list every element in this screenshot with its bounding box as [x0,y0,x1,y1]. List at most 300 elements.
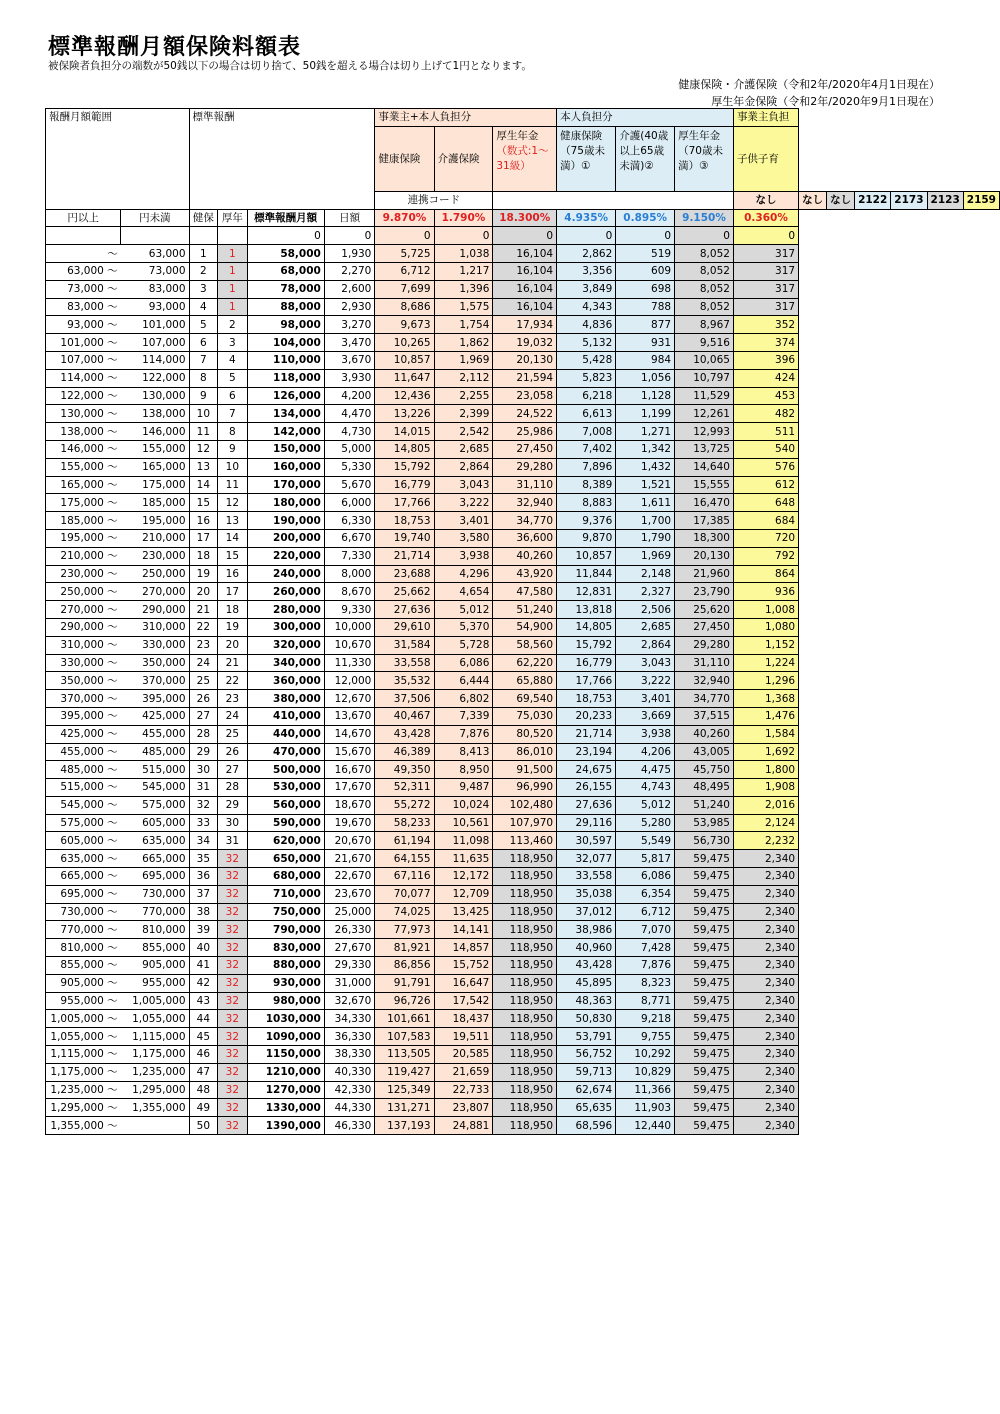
pension-total-cell: 36,600 [493,529,557,547]
range-to-cell: 138,000 [121,405,189,423]
self-care-cell: 1,790 [616,529,675,547]
self-health-cell: 27,636 [557,796,616,814]
child-cell: 2,016 [733,796,798,814]
std-monthly-cell: 620,000 [247,832,324,850]
std-monthly-cell: 160,000 [247,458,324,476]
health-total-cell: 86,856 [375,957,434,975]
grade-health-label: 健保 [189,209,218,227]
code-health: なし [733,191,798,209]
self-care-cell: 1,611 [616,494,675,512]
range-tilde: ～ [103,817,118,830]
self-pension-cell: 8,967 [675,316,734,334]
self-health-cell: 10,857 [557,547,616,565]
pension-total-cell: 118,950 [493,1117,557,1135]
pension-total-cell: 118,950 [493,1028,557,1046]
std-monthly-cell: 880,000 [247,957,324,975]
self-health-cell: 53,791 [557,1028,616,1046]
range-tilde: ～ [103,336,118,349]
range-from-cell: 1,115,000 ～ [46,1046,121,1064]
daily-cell: 3,470 [324,334,375,352]
table-row [46,832,1000,850]
self-health-cell: 21,714 [557,725,616,743]
health-total-cell: 18,753 [375,512,434,530]
health-total-cell: 91,791 [375,974,434,992]
health-total-cell: 14,805 [375,440,434,458]
child-cell: 792 [733,547,798,565]
code-self-health: 2122 [855,191,891,209]
rate-self-care: 0.895% [616,209,675,227]
page-title: 標準報酬月額保険料額表 [48,35,302,60]
range-tilde: ～ [103,514,118,527]
daily-cell: 3,270 [324,316,375,334]
child-cell: 317 [733,262,798,280]
table-row [46,974,1000,992]
self-health-cell: 50,830 [557,1010,616,1028]
child-cell: 317 [733,298,798,316]
std-monthly-cell: 470,000 [247,743,324,761]
range-from-cell: 730,000 ～ [46,903,121,921]
std-monthly-cell: 150,000 [247,440,324,458]
care-total-cell: 12,709 [434,885,493,903]
daily-cell: 38,330 [324,1046,375,1064]
range-to-cell: 905,000 [121,957,189,975]
std-monthly-cell: 560,000 [247,796,324,814]
std-monthly-cell: 1330,000 [247,1099,324,1117]
code-child: 2159 [963,191,999,209]
daily-cell: 3,930 [324,369,375,387]
daily-cell: 8,670 [324,583,375,601]
child-cell: 1,800 [733,761,798,779]
self-health-cell: 18,753 [557,690,616,708]
grade-health-cell: 21 [189,601,218,619]
grade-pension-cell: 32 [218,957,247,975]
child-cell: 396 [733,351,798,369]
range-from-cell: 905,000 ～ [46,974,121,992]
header-self-health: 健康保険（75歳未満）① [557,126,616,191]
range-tilde: ～ [103,354,118,367]
table-row [46,1099,1000,1117]
range-tilde: ～ [103,959,118,972]
self-care-cell: 2,506 [616,601,675,619]
pension-total-cell: 118,950 [493,957,557,975]
grade-health-cell: 30 [189,761,218,779]
pension-total-cell: 118,950 [493,1010,557,1028]
grade-health-cell: 4 [189,298,218,316]
rate-self-health: 4.935% [557,209,616,227]
self-care-cell: 984 [616,351,675,369]
self-care-cell: 5,012 [616,796,675,814]
grade-health-cell: 42 [189,974,218,992]
range-from-cell: 138,000 ～ [46,423,121,441]
health-total-cell: 96,726 [375,992,434,1010]
rate-child: 0.360% [733,209,798,227]
range-tilde: ～ [103,532,118,545]
health-total-cell: 23,688 [375,565,434,583]
care-total-cell: 1,575 [434,298,493,316]
care-total-cell: 1,862 [434,334,493,352]
grade-pension-cell: 20 [218,636,247,654]
self-health-cell: 2,862 [557,245,616,263]
daily-cell: 14,670 [324,725,375,743]
table-row [46,262,1000,280]
health-total-cell: 74,025 [375,903,434,921]
daily-cell: 34,330 [324,1010,375,1028]
self-pension-cell: 10,065 [675,351,734,369]
std-monthly-cell: 240,000 [247,565,324,583]
child-cell: 2,340 [733,1010,798,1028]
grade-health-cell: 6 [189,334,218,352]
self-care-cell: 2,685 [616,618,675,636]
code-care: なし [799,191,827,209]
range-from-cell: 63,000 ～ [46,262,121,280]
self-care-cell: 8,323 [616,974,675,992]
zero-cell: 0 [247,227,324,245]
health-total-cell: 37,506 [375,690,434,708]
daily-cell: 29,330 [324,957,375,975]
table-row [46,387,1000,405]
header-self-pension: 厚生年金（70歳未満）③ [675,126,734,191]
self-care-cell: 3,938 [616,725,675,743]
pension-total-cell: 91,500 [493,761,557,779]
code-self-care: 2173 [891,191,927,209]
grade-health-cell: 40 [189,939,218,957]
child-cell: 2,340 [733,1081,798,1099]
child-cell: 1,296 [733,672,798,690]
std-monthly-cell: 710,000 [247,885,324,903]
child-cell: 2,340 [733,957,798,975]
self-pension-cell: 8,052 [675,245,734,263]
range-tilde: ～ [103,461,118,474]
pension-total-cell: 118,950 [493,885,557,903]
grade-health-cell: 48 [189,1081,218,1099]
care-total-cell: 4,654 [434,583,493,601]
range-tilde: ～ [103,283,118,296]
self-pension-cell: 37,515 [675,707,734,725]
premium-table [45,108,1000,1135]
range-tilde: ～ [103,1084,118,1097]
range-to-cell: 175,000 [121,476,189,494]
range-to-cell: 635,000 [121,832,189,850]
self-health-cell: 23,194 [557,743,616,761]
health-total-cell: 6,712 [375,262,434,280]
grade-health-cell: 34 [189,832,218,850]
grade-health-cell: 15 [189,494,218,512]
self-care-cell: 1,969 [616,547,675,565]
range-from-cell: 1,005,000 ～ [46,1010,121,1028]
std-monthly-cell: 88,000 [247,298,324,316]
range-to-cell: 695,000 [121,868,189,886]
range-tilde: ～ [103,1119,118,1132]
std-monthly-cell: 280,000 [247,601,324,619]
range-to-cell: 330,000 [121,636,189,654]
grade-pension-cell: 5 [218,369,247,387]
self-pension-cell: 25,620 [675,601,734,619]
header-employer-share: 事業主負担 [733,109,798,127]
range-tilde: ～ [103,710,118,723]
table-row [46,494,1000,512]
range-tilde: ～ [103,995,118,1008]
range-tilde: ～ [103,1101,118,1114]
self-pension-cell: 23,790 [675,583,734,601]
std-monthly-cell: 78,000 [247,280,324,298]
table-row [46,405,1000,423]
self-health-cell: 59,713 [557,1063,616,1081]
grade-pension-cell: 32 [218,1081,247,1099]
health-total-cell: 14,015 [375,423,434,441]
grade-health-cell: 45 [189,1028,218,1046]
table-row [46,316,1000,334]
self-care-cell: 1,199 [616,405,675,423]
range-from-cell: 455,000 ～ [46,743,121,761]
child-cell: 1,224 [733,654,798,672]
self-pension-cell: 31,110 [675,654,734,672]
grade-health-cell: 3 [189,280,218,298]
range-tilde: ～ [103,389,118,402]
grade-pension-cell: 13 [218,512,247,530]
daily-cell: 22,670 [324,868,375,886]
std-monthly-cell: 142,000 [247,423,324,441]
care-total-cell: 15,752 [434,957,493,975]
self-pension-cell: 20,130 [675,547,734,565]
pension-total-cell: 118,950 [493,1099,557,1117]
table-row [46,423,1000,441]
grade-health-cell: 28 [189,725,218,743]
pension-total-cell: 29,280 [493,458,557,476]
daily-cell: 17,670 [324,779,375,797]
self-pension-cell: 59,475 [675,1046,734,1064]
std-monthly-label: 標準報酬月額 [247,209,324,227]
pension-total-cell: 113,460 [493,832,557,850]
range-to-cell: 1,355,000 [121,1099,189,1117]
grade-pension-cell: 15 [218,547,247,565]
self-health-cell: 4,343 [557,298,616,316]
zero-cell: 0 [434,227,493,245]
child-cell: 576 [733,458,798,476]
range-to-cell: 810,000 [121,921,189,939]
care-total-cell: 14,857 [434,939,493,957]
health-total-cell: 10,857 [375,351,434,369]
self-health-cell: 5,428 [557,351,616,369]
self-care-cell: 519 [616,245,675,263]
pension-total-cell: 25,986 [493,423,557,441]
header-pension-formula: （数式:1～31級） [496,144,549,172]
range-to-cell [121,1117,189,1135]
pension-total-cell: 118,950 [493,850,557,868]
table-row [46,814,1000,832]
pension-total-cell: 23,058 [493,387,557,405]
self-pension-cell: 59,475 [675,974,734,992]
range-from-cell: 290,000 ～ [46,618,121,636]
self-health-cell: 33,558 [557,868,616,886]
self-pension-cell: 21,960 [675,565,734,583]
grade-health-cell: 8 [189,369,218,387]
self-health-cell: 40,960 [557,939,616,957]
range-from-cell: 195,000 ～ [46,529,121,547]
range-to-cell: 130,000 [121,387,189,405]
grade-pension-cell: 32 [218,1063,247,1081]
grade-pension-cell: 32 [218,1099,247,1117]
health-total-cell: 67,116 [375,868,434,886]
std-monthly-cell: 790,000 [247,921,324,939]
health-total-cell: 10,265 [375,334,434,352]
self-health-cell: 65,635 [557,1099,616,1117]
care-total-cell: 3,401 [434,512,493,530]
care-total-cell: 3,043 [434,476,493,494]
grade-pension-cell: 17 [218,583,247,601]
grade-health-cell: 26 [189,690,218,708]
self-health-cell: 3,849 [557,280,616,298]
range-tilde: ～ [103,728,118,741]
daily-cell: 31,000 [324,974,375,992]
grade-pension-cell: 32 [218,1117,247,1135]
self-care-cell: 4,743 [616,779,675,797]
self-health-cell: 56,752 [557,1046,616,1064]
care-total-cell: 19,511 [434,1028,493,1046]
health-total-cell: 29,610 [375,618,434,636]
self-health-cell: 15,792 [557,636,616,654]
range-from-cell: 310,000 ～ [46,636,121,654]
table-row [46,779,1000,797]
grade-pension-cell: 25 [218,725,247,743]
self-pension-cell: 12,993 [675,423,734,441]
grade-health-cell: 36 [189,868,218,886]
child-cell: 864 [733,565,798,583]
pension-total-cell: 17,934 [493,316,557,334]
range-from-cell [46,245,121,263]
table-row [46,654,1000,672]
std-monthly-cell: 530,000 [247,779,324,797]
child-cell: 374 [733,334,798,352]
self-care-cell: 10,829 [616,1063,675,1081]
range-tilde: ～ [103,656,118,669]
range-from-cell: 114,000 ～ [46,369,121,387]
self-care-cell: 6,086 [616,868,675,886]
range-from-cell: 1,055,000 ～ [46,1028,121,1046]
pension-total-cell: 102,480 [493,796,557,814]
pension-total-cell: 19,032 [493,334,557,352]
self-care-cell: 2,148 [616,565,675,583]
self-health-cell: 26,155 [557,779,616,797]
std-monthly-cell: 590,000 [247,814,324,832]
zero-cell: 0 [493,227,557,245]
care-total-cell: 8,950 [434,761,493,779]
grade-health-cell: 29 [189,743,218,761]
self-pension-cell: 12,261 [675,405,734,423]
daily-cell: 2,600 [324,280,375,298]
std-monthly-cell: 500,000 [247,761,324,779]
std-monthly-cell: 340,000 [247,654,324,672]
self-care-cell: 12,440 [616,1117,675,1135]
rate-health: 9.870% [375,209,434,227]
care-total-cell: 2,112 [434,369,493,387]
health-total-cell: 137,193 [375,1117,434,1135]
child-cell: 1,584 [733,725,798,743]
table-row [46,957,1000,975]
range-from-cell: 395,000 ～ [46,707,121,725]
pension-total-cell: 16,104 [493,245,557,263]
table-row [46,868,1000,886]
range-from-cell: 122,000 ～ [46,387,121,405]
self-health-cell: 30,597 [557,832,616,850]
care-total-cell: 9,487 [434,779,493,797]
self-care-cell: 5,817 [616,850,675,868]
range-to-cell: 515,000 [121,761,189,779]
health-total-cell: 119,427 [375,1063,434,1081]
table-row [46,672,1000,690]
care-total-cell: 2,255 [434,387,493,405]
table-row [46,885,1000,903]
std-monthly-cell: 126,000 [247,387,324,405]
table-row [46,921,1000,939]
self-care-cell: 9,218 [616,1010,675,1028]
header-child: 子供子育 [733,126,798,191]
pension-total-cell: 31,110 [493,476,557,494]
std-monthly-cell: 440,000 [247,725,324,743]
grade-health-cell: 38 [189,903,218,921]
grade-health-cell: 13 [189,458,218,476]
range-tilde: ～ [103,977,118,990]
daily-cell: 46,330 [324,1117,375,1135]
range-tilde: ～ [103,621,118,634]
range-to-cell: 73,000 [121,262,189,280]
std-monthly-cell: 300,000 [247,618,324,636]
health-total-cell: 8,686 [375,298,434,316]
child-cell: 2,340 [733,921,798,939]
range-to-cell: 195,000 [121,512,189,530]
daily-cell: 15,670 [324,743,375,761]
care-total-cell: 3,938 [434,547,493,565]
care-total-cell: 5,012 [434,601,493,619]
range-from-cell: 250,000 ～ [46,583,121,601]
daily-cell: 13,670 [324,707,375,725]
range-to-cell: 107,000 [121,334,189,352]
grade-health-cell: 18 [189,547,218,565]
self-care-cell: 2,864 [616,636,675,654]
daily-cell: 3,670 [324,351,375,369]
self-pension-cell: 59,475 [675,903,734,921]
self-pension-cell: 11,529 [675,387,734,405]
std-monthly-cell: 104,000 [247,334,324,352]
child-cell: 2,340 [733,992,798,1010]
daily-cell: 20,670 [324,832,375,850]
range-to-cell: 395,000 [121,690,189,708]
health-total-cell: 40,467 [375,707,434,725]
self-health-cell: 4,836 [557,316,616,334]
grade-pension-cell: 26 [218,743,247,761]
self-care-cell: 7,876 [616,957,675,975]
grade-pension-cell: 27 [218,761,247,779]
grade-pension-cell: 29 [218,796,247,814]
daily-cell: 9,330 [324,601,375,619]
grade-health-cell: 50 [189,1117,218,1135]
self-care-cell: 3,669 [616,707,675,725]
std-monthly-cell: 750,000 [247,903,324,921]
table-row [46,369,1000,387]
health-total-cell: 46,389 [375,743,434,761]
daily-cell: 10,000 [324,618,375,636]
self-health-cell: 7,008 [557,423,616,441]
grade-pension-label: 厚年 [218,209,247,227]
care-total-cell: 6,802 [434,690,493,708]
range-tilde: ～ [103,478,118,491]
self-care-cell: 11,366 [616,1081,675,1099]
std-monthly-cell: 1210,000 [247,1063,324,1081]
range-tilde: ～ [103,425,118,438]
range-to-cell: 1,005,000 [121,992,189,1010]
health-total-cell: 101,661 [375,1010,434,1028]
range-tilde: ～ [103,763,118,776]
health-total-cell: 125,349 [375,1081,434,1099]
